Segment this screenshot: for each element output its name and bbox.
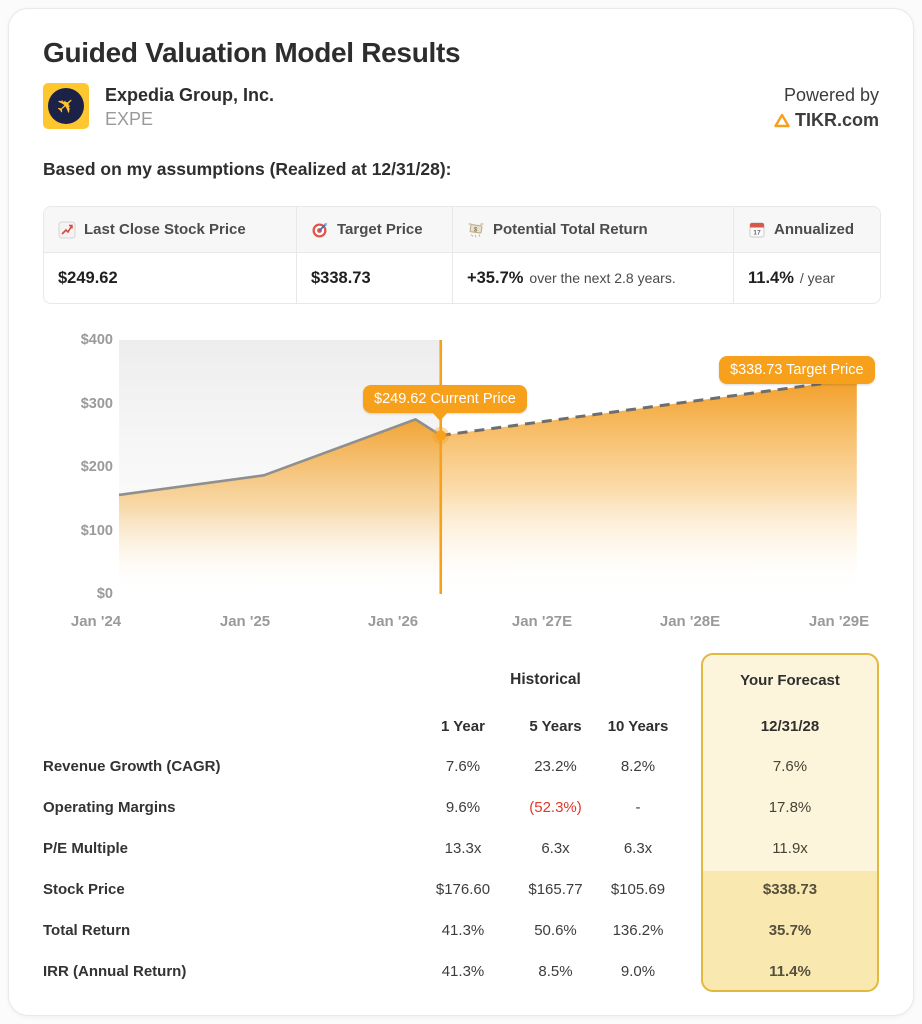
cell-forecast: 11.4% xyxy=(769,963,811,980)
table-row-total-return xyxy=(43,910,881,951)
col-header-10-years: 10 Years xyxy=(607,718,669,735)
x-tick-jan28e: Jan '28E xyxy=(659,613,721,630)
x-tick-jan24: Jan '24 xyxy=(70,613,122,630)
stat-header-total-return xyxy=(452,207,733,253)
row-label: Revenue Growth (CAGR) xyxy=(43,758,221,775)
x-tick-jan25: Jan '25 xyxy=(219,613,271,630)
row-label: Stock Price xyxy=(43,881,125,898)
valuation-results-card xyxy=(8,8,914,1016)
cell-forecast: 35.7% xyxy=(768,922,812,939)
row-label: Total Return xyxy=(43,922,131,939)
target-price-badge xyxy=(719,356,875,384)
y-tick-400: $400 xyxy=(80,332,113,348)
cell-1y: 41.3% xyxy=(441,963,485,980)
target-icon xyxy=(311,221,329,239)
stat-label: Last Close Stock Price xyxy=(84,221,246,238)
cell-10y: 8.2% xyxy=(620,758,656,775)
cell-10y: $105.69 xyxy=(610,881,666,898)
table-group-header-row xyxy=(43,653,881,707)
cell-10y: 136.2% xyxy=(612,922,664,939)
cell-1y: 13.3x xyxy=(444,840,482,857)
cell-10y: - xyxy=(635,799,641,816)
cell-5y: 50.6% xyxy=(534,922,577,939)
annualized-return-pct: 11.4% xyxy=(748,268,794,287)
x-tick-jan29e: Jan '29E xyxy=(808,613,870,630)
x-tick-jan27e: Jan '27E xyxy=(511,613,573,630)
expedia-logo xyxy=(43,83,89,129)
calendar-icon xyxy=(748,221,766,239)
cell-forecast: 7.6% xyxy=(772,758,808,775)
cell-5y: 6.3x xyxy=(541,840,570,857)
tikr-brand-link[interactable] xyxy=(774,110,879,131)
table-row-pe-multiple xyxy=(43,828,881,869)
assumptions-heading: Based on my assumptions (Realized at 12/31/28): xyxy=(43,159,452,179)
valuation-table xyxy=(43,653,881,994)
stat-header-last-close xyxy=(44,207,296,253)
table-column-header-row xyxy=(43,707,881,746)
cell-1y: $176.60 xyxy=(435,881,491,898)
expedia-logo-circle xyxy=(48,88,84,124)
col-header-5-years: 5 Years xyxy=(529,718,582,735)
total-return-pct: +35.7% xyxy=(467,268,524,287)
cell-1y: 7.6% xyxy=(445,758,481,775)
stat-value-last-close xyxy=(44,253,296,303)
y-tick-200: $200 xyxy=(80,459,113,475)
y-tick-300: $300 xyxy=(80,396,113,412)
stat-label: Annualized xyxy=(774,221,855,238)
annualized-suffix: / year xyxy=(799,270,835,286)
stat-value-annualized xyxy=(733,253,880,303)
table-row-revenue-growth xyxy=(43,746,881,787)
current-price-dot xyxy=(436,430,446,440)
forecast-date-header: 12/31/28 xyxy=(760,718,820,735)
y-tick-100: $100 xyxy=(80,523,113,539)
svg-text:17: 17 xyxy=(753,229,761,237)
svg-text:$: $ xyxy=(473,225,478,234)
col-header-1-year: 1 Year xyxy=(441,718,485,735)
powered-by-block xyxy=(774,85,879,131)
target-price-badge-label: $338.73 Target Price xyxy=(730,362,864,378)
stat-label: Target Price xyxy=(337,221,423,238)
company-ticker: EXPE xyxy=(105,109,154,129)
badge-pointer-icon xyxy=(432,412,448,421)
price-chart xyxy=(43,326,881,648)
cell-10y: 6.3x xyxy=(623,840,653,857)
company-name: Expedia Group, Inc. xyxy=(105,85,275,105)
table-row-operating-margins xyxy=(43,787,881,828)
cell-5y: 8.5% xyxy=(538,963,573,980)
row-label: P/E Multiple xyxy=(43,840,129,857)
stat-header-target-price xyxy=(296,207,452,253)
historical-group-header: Historical xyxy=(510,671,581,688)
stat-value-target-price xyxy=(296,253,452,303)
row-label: Operating Margins xyxy=(43,799,176,816)
cell-1y: 41.3% xyxy=(441,922,485,939)
cell-forecast: 11.9x xyxy=(772,840,808,857)
powered-by-label: Powered by xyxy=(783,85,879,105)
cell-forecast: 17.8% xyxy=(768,799,812,816)
forecast-group-header: Your Forecast xyxy=(740,671,840,689)
tikr-triangle-icon xyxy=(774,113,790,128)
page-title: Guided Valuation Model Results xyxy=(43,37,461,68)
stat-value-total-return xyxy=(452,253,733,303)
row-label: IRR (Annual Return) xyxy=(43,963,187,980)
current-price-badge xyxy=(363,385,527,413)
stat-label: Potential Total Return xyxy=(493,221,648,238)
cell-forecast: $338.73 xyxy=(762,881,818,898)
cell-1y: 9.6% xyxy=(445,799,481,816)
stat-header-annualized xyxy=(733,207,880,253)
cell-5y: $165.77 xyxy=(528,881,583,898)
current-price-badge-label: $249.62 Current Price xyxy=(374,391,516,407)
summary-stats-table xyxy=(43,206,881,304)
cell-10y: 9.0% xyxy=(620,963,656,980)
total-return-suffix: over the next 2.8 years. xyxy=(529,270,676,286)
y-tick-0: $0 xyxy=(96,586,113,602)
cell-5y-negative: (52.3%) xyxy=(529,799,582,816)
last-close-price: $249.62 xyxy=(58,268,118,287)
target-price: $338.73 xyxy=(311,268,371,287)
chart-increasing-icon xyxy=(58,221,76,239)
x-tick-jan26: Jan '26 xyxy=(367,613,419,630)
table-row-stock-price xyxy=(43,869,881,910)
table-row-irr xyxy=(43,951,881,992)
brand-name: TIKR.com xyxy=(794,110,879,130)
airplane-icon: ✈ xyxy=(50,89,81,121)
cell-5y: 23.2% xyxy=(534,758,577,775)
money-with-wings-icon xyxy=(467,221,485,239)
